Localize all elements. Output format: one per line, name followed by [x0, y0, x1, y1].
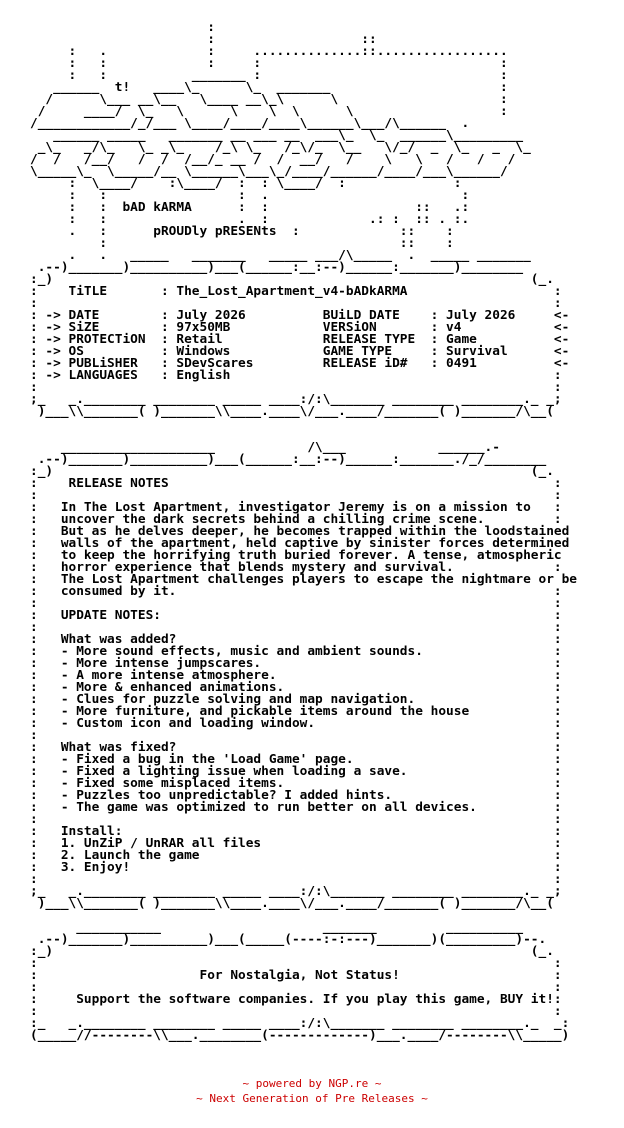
tagline-footer: ~ Next Generation of Pre Releases ~: [196, 1092, 428, 1105]
nfo-ascii-art: : : :: : . : ..............::................. : : : : : : : _______ : : ______ t! ____\_ \_ _______ : / \___ __\__ \____ __\_\ \ : / ____/ \_ \ \ \ \ \ : /____________/_/___ \____/____/____\______\___/\______ . ______ _____ _______ __ ___ __ ___\_ \_ ______\_________ _\_ _/\_ \_ _\_ /_\ \_ /_\/_ \__ \/_/ _ \_ _ \_ / / /__/ / / /__/_ __ / / __/ / \ \ / / / \_____\_ \_____/__ \______\___\_/____/______/____/___\______/ : \____/ :\____/ : : \____/ : : : : : . : : : bAD kARMA : : :: .: : : . : .: : :: . :. . : pROUDly pRESENts : :: : : :: : . . _____ _______ _____ ___/\_____ . _____ _______ .--)_______)__________)___(______:__:--)______:_______)________ :_) (_. : TiTLE : The_Lost_Apartment_v4-bADkARMA : : : : -> DATE : July 2026 BUiLD DATE : July 2026 <- : -> SiZE : 97x50MB VERSiON : v4 <- : -> PROTECTiON : Retail RELEASE TYPE : Game <- : -> OS : Windows GAME TYPE : Survival <- : -> PUBLiSHER : SDevScares RELEASE iD# : 0491 <- : -> LANGUAGES : English : : : ;_ _.________ ________ _____ ____:/:\_______ ________ ________._ _; )___\\_______( )_______\\____.____\/___.____/_______( )_______/\__( ____________________ /\___ ______.- .--)_______)__________)___(______:__:--)______:_______./_/________ :_) (_. : RELEASE NOTES : : : : In The Lost Apartment, investigator Jeremy is on a mission to : : uncover the dark secrets behind a chilling crime scene. : : But as he delves deeper, he becomes trapped within the loodstained : walls of the apartment, held captive by sinister forces determined : to keep the horrifying truth buried forever. A tense, atmospheric : horror experience that blends mystery and survival. : : The Lost Apartment challenges players to escape the nightmare or be : consumed by it. : : : : UPDATE NOTES: : : : : What was added? : : - More sound effects, music and ambient sounds. : : - More intense jumpscares. : : - A more intense atmosphere. : : - More & enhanced animations. : : - Clues for puzzle solving and map navigation. : : - More furniture, and pickable items around the house : : - Custom icon and loading window. : : : : What was fixed? : : - Fixed a bug in the 'Load Game' page. : : - Fixed a lighting issue when loading a save. : : - Fixed some misplaced items. : : - Puzzles too unpredictable? I added hints. : : - The game was optimized to run better on all devices. : : : : Install: : : 1. UnZiP / UnRAR all files : : 2. Launch the game : : 3. Enjoy! : : : ;_ _.________ ________ _____ ____:/:\_______ ________ ________._ _; )___\\_______( )_______\\____.____\/___.____/_______( )_______/\__( ___________ _______ __________ .--)_______)__________)___(_____(----:-:---)_______)(_________)--. :_) (_. : : : For Nostalgia, Not Status! : : : : Support the software companies. If you play this game, BUY it!: : : :_ _.________ ________ _____ ____:/:\_______ ________ ________._ _: (_____//--------\\___.________(-------------)___.____/--------\\_____): [30, 20, 578, 1043]
powered-by-footer: ~ powered by NGP.re ~: [242, 1077, 382, 1090]
